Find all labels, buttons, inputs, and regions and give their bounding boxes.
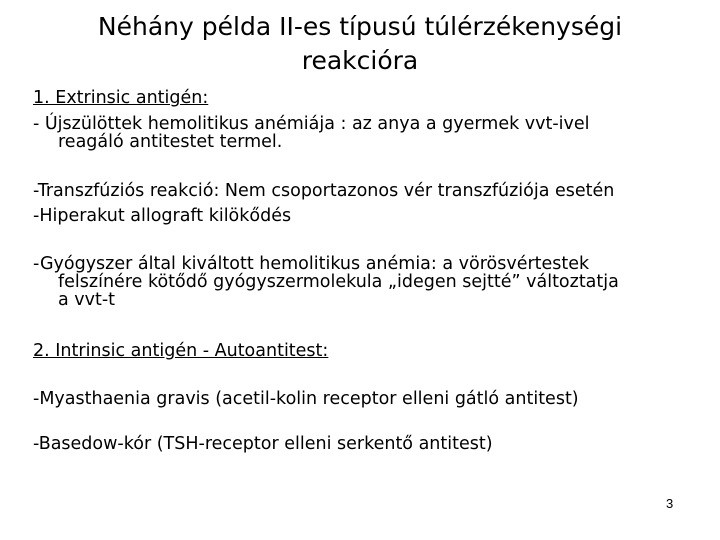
section-heading-intrinsic: 2. Intrinsic antigén - Autoantitest: [33, 341, 329, 361]
list-item-myasthenia: -Myasthaenia gravis (acetil-kolin receptor elleni gátló antitest) [33, 389, 579, 409]
list-item-newborn-line-1: - Újszülöttek hemolitikus anémiája : az anya a gyermek vvt-ivel [33, 114, 590, 134]
list-item-transfusion: -Transzfúziós reakció: Nem csoportazonos vér transzfúziója esetén [33, 181, 615, 201]
list-item-drug-line-3: a vvt-t [58, 290, 116, 310]
section-heading-extrinsic: 1. Extrinsic antigén: [33, 88, 209, 108]
list-item-hyperacute: -Hiperakut allograft kilökődés [33, 206, 292, 226]
list-item-drug-line-1: -Gyógyszer által kiváltott hemolitikus anémia: a vörösvértestek [33, 254, 590, 274]
list-item-drug-line-2: felszínére kötődő gyógyszermolekula „idegen sejtté” változtatja [58, 272, 619, 292]
slide-title [40, 10, 680, 78]
slide-title-line-1: Néhány példa II-es típusú túlérzékenységi [97, 12, 623, 41]
list-item-basedow: -Basedow-kór (TSH-receptor elleni serkentő antitest) [33, 434, 493, 454]
page-number: 3 [666, 496, 674, 511]
list-item-newborn-line-2: reagáló antitestet termel. [58, 132, 283, 152]
slide-title-line-2: reakcióra [301, 46, 419, 75]
